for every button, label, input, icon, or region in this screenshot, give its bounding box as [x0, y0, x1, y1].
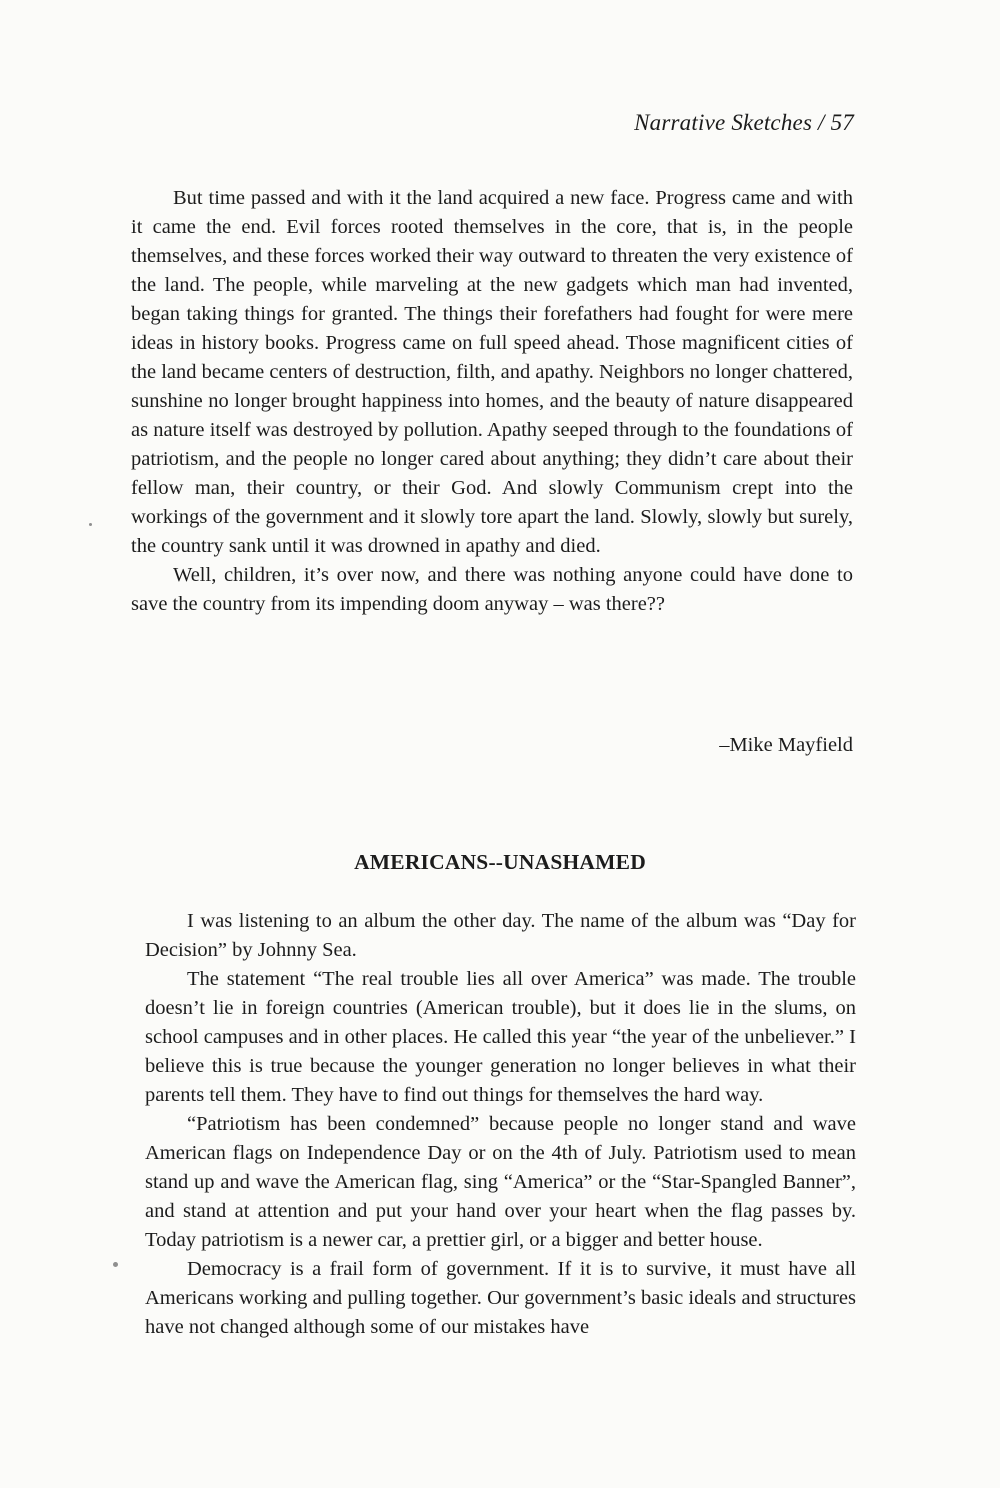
story-body — [131, 184, 853, 619]
author-signature: –Mike Mayfield — [719, 734, 853, 756]
running-head: Narrative Sketches / 57 — [634, 110, 854, 135]
paper-speck — [113, 1262, 118, 1267]
essay-paragraph: The statement “The real trouble lies all over America” was made. The trouble doesn’t lie in foreign countries (American trouble), but it does lie in the slums, on school campuses and in other places. He called this year “the year of the unbeliever.” I believe this is true because the younger generation no longer believes in what their parents tell them. They have to find out things for themselves the hard way. — [145, 968, 856, 1106]
paper-speck — [89, 523, 92, 526]
essay-paragraph: Democracy is a frail form of government. If it is to survive, it must have all Americans working and pulling together. Our government’s basic ideals and structures have not changed although some of our mistakes have — [145, 1258, 856, 1338]
essay-paragraph: I was listening to an album the other day. The name of the album was “Day for Decision” by Johnny Sea. — [145, 910, 856, 961]
story-paragraph: But time passed and with it the land acquired a new face. Progress came and with it came the end. Evil forces rooted themselves in the core, that is, in the people themselves, and these forces worked their way outward to threaten the very existence of the land. The people, while marveling at the new gadgets which man had invented, began taking things for granted. The things their forefathers had fought for were mere ideas in history books. Progress came on full speed ahead. Those magnificent cities of the land became centers of destruction, filth, and apathy. Neighbors no longer chattered, sunshine no longer brought happiness into homes, and the beauty of nature disappeared as nature itself was destroyed by pollution. Apathy seeped through to the foundations of patriotism, and the people no longer cared about anything; they didn’t care about their fellow man, their country, or their God. And slowly Communism crept into the workings of the government and it slowly tore apart the land. Slowly, slowly but surely, the country sank until it was drowned in apathy and died. — [131, 187, 853, 557]
story-paragraph: Well, children, it’s over now, and there was nothing anyone could have done to save the country from its impending doom anyway – was there?? — [131, 564, 853, 615]
essay-paragraph: “Patriotism has been condemned” because people no longer stand and wave American flags on Independence Day or on the 4th of July. Patriotism used to mean stand up and wave the American flag, sing “America” or the “Star-Spangled Banner”, and stand at attention and put your hand over your heart when the flag passes by. Today patriotism is a newer car, a prettier girl, or a bigger and better house. — [145, 1113, 856, 1251]
essay-body — [145, 907, 856, 1342]
essay-title: AMERICANS--UNASHAMED — [354, 850, 646, 874]
